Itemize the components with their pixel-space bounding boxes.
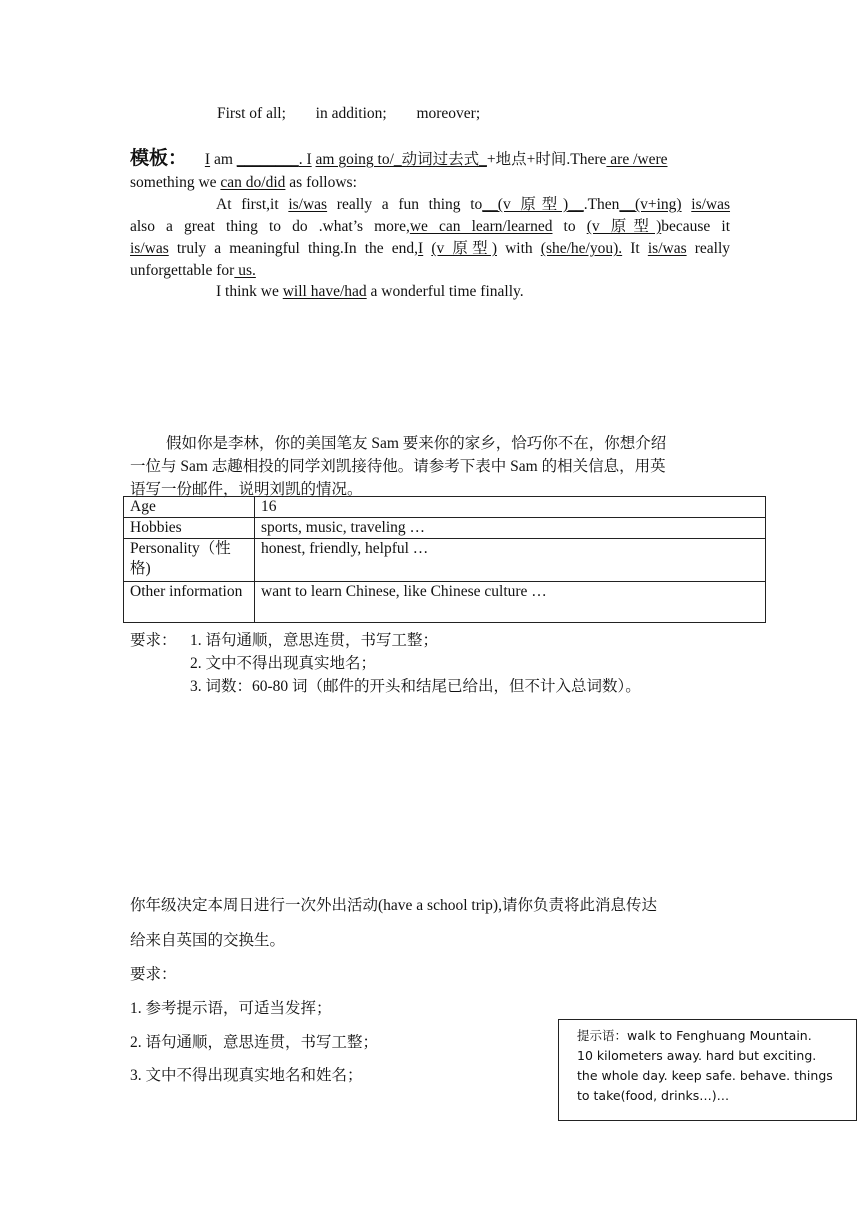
connector-second: in addition;: [315, 105, 387, 122]
template-blank-learn: we can learn/learned: [409, 218, 553, 235]
template-text: I think we: [216, 283, 283, 300]
task1-paragraph-line-3: 语写一份邮件，说明刘凯的情况。: [130, 481, 363, 498]
template-text: really: [686, 240, 731, 257]
hint-line: the whole day. keep safe. behave. things: [577, 1068, 833, 1083]
table-value: sports, music, traveling …: [255, 518, 766, 539]
template-text: I: [418, 240, 424, 257]
table-label: Age: [124, 497, 255, 518]
template-line-6: [130, 261, 730, 281]
template-line-7: [130, 282, 730, 302]
template-label: 模板：: [130, 148, 188, 169]
table-label: Hobbies: [124, 518, 255, 539]
task1-requirements-label: 要求：: [130, 632, 177, 649]
template-text: because it: [661, 218, 731, 235]
template-blank-verb: __(v 原型)__: [482, 196, 584, 213]
table-value: want to learn Chinese, like Chinese culture …: [255, 582, 766, 623]
hint-box: [558, 1019, 857, 1121]
template-blank-object: us.: [234, 262, 256, 279]
template-blank-verb: (v 原型): [431, 240, 497, 257]
template-blank-be: is/was: [288, 196, 328, 213]
template-text: At first,it: [216, 196, 289, 213]
task1-paragraph-line-2: 一位与 Sam 志趣相投的同学刘凯接待他。请参考下表中 Sam 的相关信息，用英: [130, 458, 666, 475]
template-blank-be: is/was: [130, 240, 169, 257]
template-line-4: [130, 217, 730, 237]
template-text: something we: [130, 174, 221, 191]
template-blank-verb: am going to/_动词过去式_: [315, 151, 487, 168]
template-text: a wonderful time finally.: [366, 283, 524, 300]
task2-paragraph-line-1: 你年级决定本周日进行一次外出活动(have a school trip),请你负责将此消息传达: [130, 897, 657, 914]
template-text: truly a meaningful thing.In the end,: [168, 240, 419, 257]
template-text: as follows:: [285, 174, 357, 191]
template-text: am: [210, 151, 237, 168]
template-blank-be: is/was: [691, 196, 731, 213]
connectors-line: [217, 105, 480, 123]
table-label: Other information: [124, 582, 255, 623]
task2-requirement-3: 3. 文中不得出现真实地名和姓名；: [130, 1067, 363, 1084]
template-text: [682, 196, 692, 213]
template-text: also a great thing to do .what’s more,: [130, 218, 410, 235]
template-line-5: [130, 239, 730, 259]
template-text: unforgettable for: [130, 262, 235, 279]
task2-requirement-2: 2. 语句通顺，意思连贯，书写工整；: [130, 1034, 379, 1051]
task1-requirement-3: 3. 词数：60-80 词（邮件的开头和结尾已给出，但不计入总词数）。: [190, 678, 641, 695]
template-blank-modal: can do/did: [220, 174, 286, 191]
table-value: honest, friendly, helpful …: [255, 539, 766, 582]
table-row: [124, 539, 766, 582]
hint-line: 提示语：walk to Fenghuang Mountain.: [577, 1028, 812, 1043]
task1-requirement-2: 2. 文中不得出现真实地名；: [190, 655, 377, 672]
connector-first: First of all;: [217, 105, 286, 122]
task2-requirement-1: 1. 参考提示语，可适当发挥；: [130, 1000, 332, 1017]
template-text: It: [622, 240, 648, 257]
table-label: Personality（性格): [124, 539, 255, 582]
template-blank-subject: I: [204, 151, 211, 168]
task1-requirement-1: 1. 语句通顺，意思连贯，书写工整；: [190, 632, 439, 649]
hint-line: 10 kilometers away. hard but exciting.: [577, 1048, 817, 1063]
template-blank-verb-ing: __(v+ing): [619, 196, 682, 213]
table-row: [124, 518, 766, 539]
template-line-1: [130, 149, 730, 170]
template-text: .: [298, 151, 307, 168]
template-text: really a fun thing to: [327, 196, 483, 213]
template-text: .Then: [583, 196, 620, 213]
template-blank-be: are /were: [606, 151, 668, 168]
hint-line: to take(food, drinks…)…: [577, 1088, 730, 1103]
table-row: [124, 497, 766, 518]
table-row: [124, 582, 766, 623]
template-blank-verb: (v 原型): [586, 218, 662, 235]
template-line-2: [130, 173, 730, 193]
template-blank-pronoun: (she/he/you).: [540, 240, 623, 257]
template-blank-tense: will have/had: [282, 283, 367, 300]
template-blank-be: is/was: [647, 240, 687, 257]
template-text: I: [306, 151, 312, 168]
template-text: to: [552, 218, 587, 235]
template-blank-name: ________: [236, 151, 299, 168]
connector-third: moreover;: [416, 105, 481, 122]
task1-paragraph-line-1: 假如你是李林，你的美国笔友 Sam 要来你的家乡，恰巧你不在，你想介绍: [166, 435, 667, 452]
template-text: with: [497, 240, 541, 257]
template-text: +地点+时间.There: [486, 151, 607, 168]
template-line-3: [130, 195, 730, 215]
task2-paragraph-line-2: 给来自英国的交换生。: [130, 932, 286, 949]
table-value: 16: [255, 497, 766, 518]
info-table: [123, 496, 766, 623]
task2-requirements-label: 要求：: [130, 966, 177, 983]
